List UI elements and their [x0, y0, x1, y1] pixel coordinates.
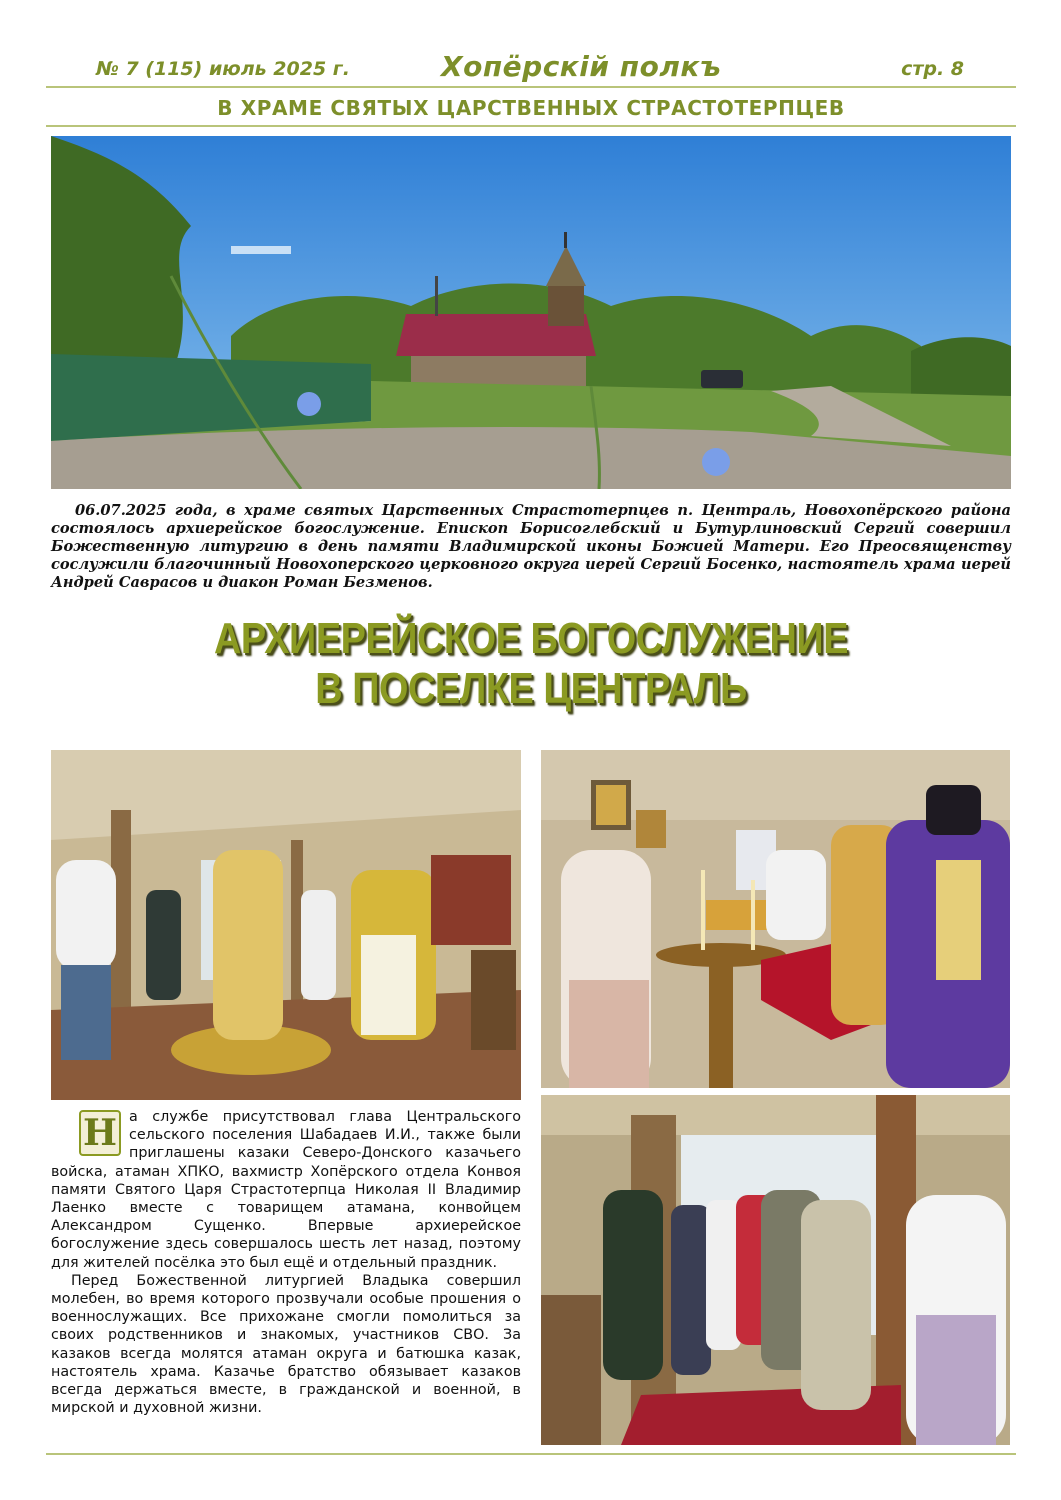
article-body: [51, 1108, 521, 1417]
footer-divider: [46, 1453, 1016, 1455]
article-paragraph-2: Перед Божественной литургией Владыка совершил молебен, во время которого прозвучали особые прошения о военнослужащих. Все прихожане смогли помолиться за своих родственников и знакомых, участников СВО. За казаков всегда молятся атаман округа и батюшка казак, настоятель храма. Казачье братство обязывает казаков всегда держаться вместе, в гражданской и военной, в мирской и духовной жизни.: [51, 1272, 521, 1417]
headline-line-1: АРХИЕРЕЙСКОЕ БОГОСЛУЖЕНИЕ: [213, 614, 849, 663]
page-number: стр. 8: [901, 58, 964, 80]
article-headline: [114, 614, 948, 714]
issue-number: № 7 (115) июль 2025 г.: [96, 58, 350, 80]
masthead: [46, 50, 1016, 86]
header-divider: [46, 86, 1016, 88]
paragraph-1-text: а службе присутствовал глава Центральского сельского поселения Шабадаев И.И., также были приглашены казаки Северо-Донского казачьего войска, атаман ХПКО, вахмистр Хопёрского отдела Конвоя памяти Святого Царя Страстотерпца Николая II Владимир Лаенко вместе с товарищем атамана, конвойцем Александром Сущенко. Впервые архиерейское богослужение здесь совершалось шесть лет назад, поэтому для жителей посёлка это был ещё и отдельный праздник.: [51, 1109, 521, 1271]
photo-caption: 06.07.2025 года, в храме святых Царственных Страстотерпцев п. Централь, Новохопёрского района состоялось архиерейское богослужение. Епископ Борисоглебский и Бутурлиновский Сергий совершил Божественную литургию в день памяти Владимирской иконы Божией Матери. Его Преосвященству сослужили благочинный Новохоперского церковного округа иерей Сергий Босенко, настоятель храма иерей Андрей Савраcов и диакон Роман Безменов.: [51, 502, 1011, 591]
article-paragraph-1: [51, 1108, 521, 1272]
section-title: В ХРАМЕ СВЯТЫХ ЦАРСТВЕННЫХ СТРАСТОТЕРПЦЕВ: [217, 96, 845, 120]
bishop-altar-photo: [541, 750, 1010, 1088]
church-landscape-photo: [51, 136, 1011, 489]
congregation-photo: [541, 1095, 1010, 1445]
liturgy-interior-photo: [51, 750, 521, 1100]
section-divider: [46, 125, 1016, 127]
drop-cap: Н: [79, 1110, 121, 1156]
newspaper-name: Хопёрскiй полкъ: [441, 50, 722, 83]
headline-line-2: В ПОСЕЛКЕ ЦЕНТРАЛЬ: [315, 664, 747, 713]
